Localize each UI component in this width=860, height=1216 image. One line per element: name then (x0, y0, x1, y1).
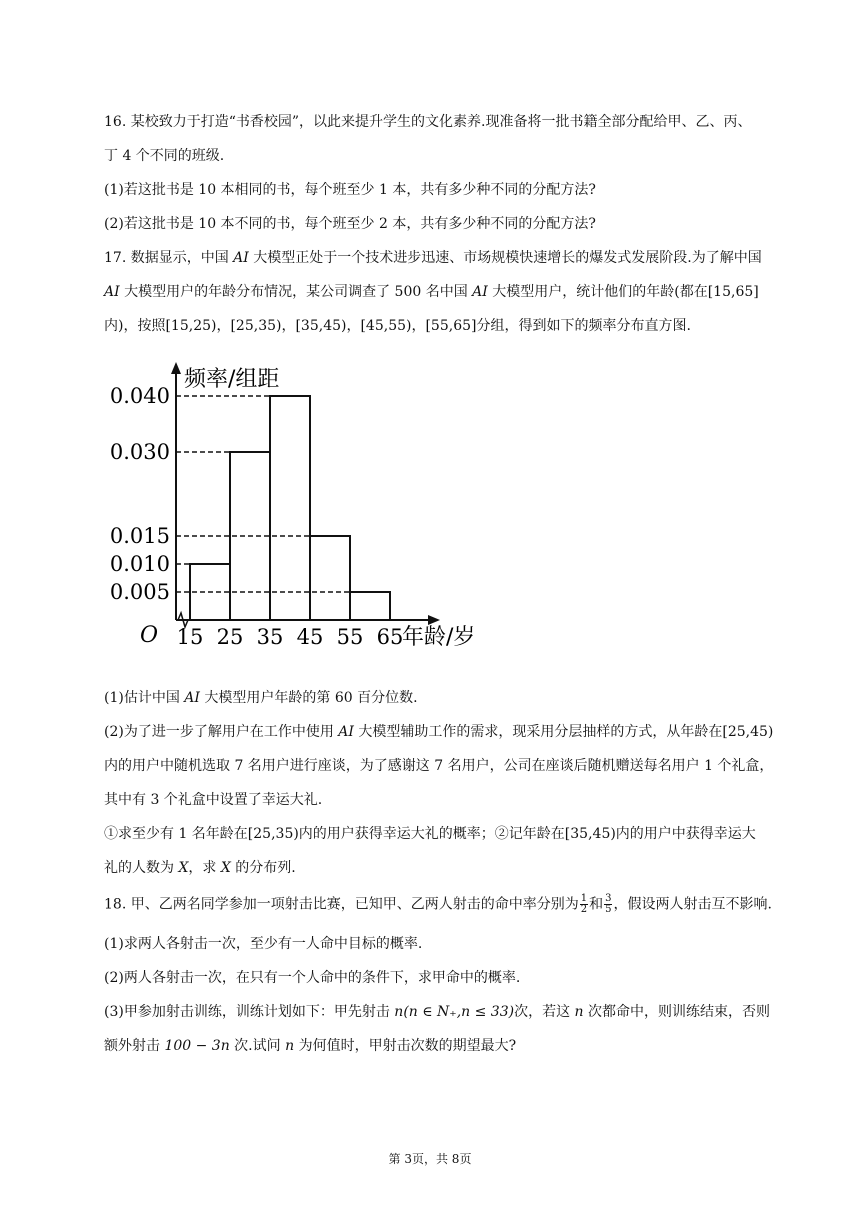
x-axis-arrow (428, 615, 440, 625)
q17-part2-line2: 内的用户中随机选取 7 名用户进行座谈，为了感谢这 7 名用户，公司在座谈后随机赠送每名用户 1 个礼盒， (104, 758, 774, 774)
y-tick-label: 0.005 (109, 580, 170, 604)
text: 大模型辅助工作的需求，现采用分层抽样的方式，从年龄在[25,45) (353, 724, 774, 740)
q16-stem-line2: 丁 4 个不同的班级. (104, 148, 225, 164)
math-ai: AI (104, 284, 120, 300)
text: 额外射击 (104, 1038, 165, 1054)
numerator: 3 (605, 893, 612, 904)
x-tick-label: 35 (256, 625, 284, 649)
q18-part3-line1 (104, 1002, 784, 1022)
math-n: n (574, 1004, 584, 1020)
q17-part2-line5 (104, 858, 784, 878)
math-ai: AI (338, 724, 354, 740)
q16-part1: (1)若这批书是 10 本相同的书，每个班至少 1 本，共有多少种不同的分配方法? (104, 182, 596, 198)
y-tick-label: 0.030 (109, 440, 170, 464)
math-n: n (394, 1004, 404, 1020)
q18-part3-line2 (104, 1036, 784, 1056)
text: 次，若这 (514, 1004, 575, 1020)
text: 礼的人数为 (104, 860, 179, 876)
text: 为何值时，甲射击次数的期望最大? (294, 1038, 517, 1054)
y-axis-arrow (171, 362, 181, 374)
text: (3)甲参加射击训练，训练计划如下：甲先射击 (104, 1004, 395, 1020)
text: 和 (589, 896, 604, 913)
histogram-bar (350, 592, 390, 620)
q18-part1: (1)求两人各射击一次，至少有一人命中目标的概率. (104, 936, 423, 952)
q18-stem (104, 894, 784, 915)
text: 的分布列. (230, 860, 296, 876)
math-x: X (220, 860, 231, 876)
text: 大模型用户的年龄分布情况，某公司调查了 500 名中国 (119, 284, 473, 300)
y-tick-label: 0.040 (109, 384, 170, 408)
text: ，求 (188, 860, 221, 876)
math-ai: AI (184, 690, 200, 706)
text: ，假设两人射击互不影响. (613, 896, 772, 913)
q18-part2: (2)两人各射击一次，在只有一个人命中的条件下，求甲命中的概率. (104, 970, 521, 986)
math-ai: AI (472, 284, 488, 300)
x-tick-label: 45 (296, 625, 324, 649)
frequency-histogram (96, 356, 516, 656)
denominator: 5 (605, 904, 612, 915)
text: (2)为了进一步了解用户在工作中使用 (104, 724, 339, 740)
origin-label: O (140, 623, 159, 648)
x-axis-label: 年龄/岁 (402, 625, 476, 650)
q17-stem-line3: 内)，按照[15,25)，[25,35)，[35,45)，[45,55)，[55,65]分组，得到如下的频率分布直方图. (104, 318, 691, 334)
text: 18. 甲、乙两名同学参加一项射击比赛，已知甲、乙两人射击的命中率分别为 (104, 896, 579, 913)
text: (1)估计中国 (104, 690, 185, 706)
y-tick-label: 0.010 (109, 552, 170, 576)
q16-part2: (2)若这批书是 10 本不同的书，每个班至少 2 本，共有多少种不同的分配方法? (104, 216, 596, 232)
q17-stem-line1 (104, 248, 784, 268)
page-footer: 第 3页，共 8页 (388, 1152, 472, 1166)
text: 次.试问 (229, 1038, 286, 1054)
math-ai: AI (233, 250, 249, 266)
y-tick-label: 0.015 (109, 524, 170, 548)
y-axis-label: 频率/组距 (184, 367, 280, 392)
text: 大模型用户年龄的第 60 百分位数. (199, 690, 418, 706)
x-tick-label: 65 (376, 625, 404, 649)
fraction-one-half (580, 894, 588, 915)
x-tick-label: 25 (216, 625, 244, 649)
math-n: n (285, 1038, 295, 1054)
fraction-three-fifths (604, 894, 612, 915)
q17-part1 (104, 688, 784, 708)
denominator: 2 (580, 904, 588, 915)
text: 大模型用户，统计他们的年龄(都在[15,65] (487, 284, 759, 300)
math-x: X (178, 860, 189, 876)
q17-part2-line3: 其中有 3 个礼盒中设置了幸运大礼. (104, 792, 323, 808)
text: 17. 数据显示，中国 (104, 250, 234, 266)
numerator: 1 (580, 893, 588, 904)
math-condition: (n ∈ N₊,n ≤ 33) (403, 1004, 515, 1020)
x-tick-label: 55 (336, 625, 364, 649)
text: 大模型正处于一个技术进步迅速、市场规模快速增长的爆发式发展阶段.为了解中国 (248, 250, 762, 266)
math-expression: 100 − 3n (164, 1038, 230, 1054)
q17-part2-line1 (104, 722, 784, 742)
x-tick-label: 15 (176, 625, 204, 649)
q16-stem-line1: 16. 某校致力于打造“书香校园”，以此来提升学生的文化素养.现准备将一批书籍全部分配给甲、乙、丙、 (104, 114, 752, 130)
histogram-bar (310, 536, 350, 620)
text: 次都命中，则训练结束，否则 (583, 1004, 771, 1020)
q17-part2-line4: ①求至少有 1 名年龄在[25,35)内的用户获得幸运大礼的概率；②记年龄在[35,45)内的用户中获得幸运大 (104, 826, 756, 842)
histogram-bar (270, 396, 310, 620)
q17-stem-line2 (104, 282, 784, 302)
